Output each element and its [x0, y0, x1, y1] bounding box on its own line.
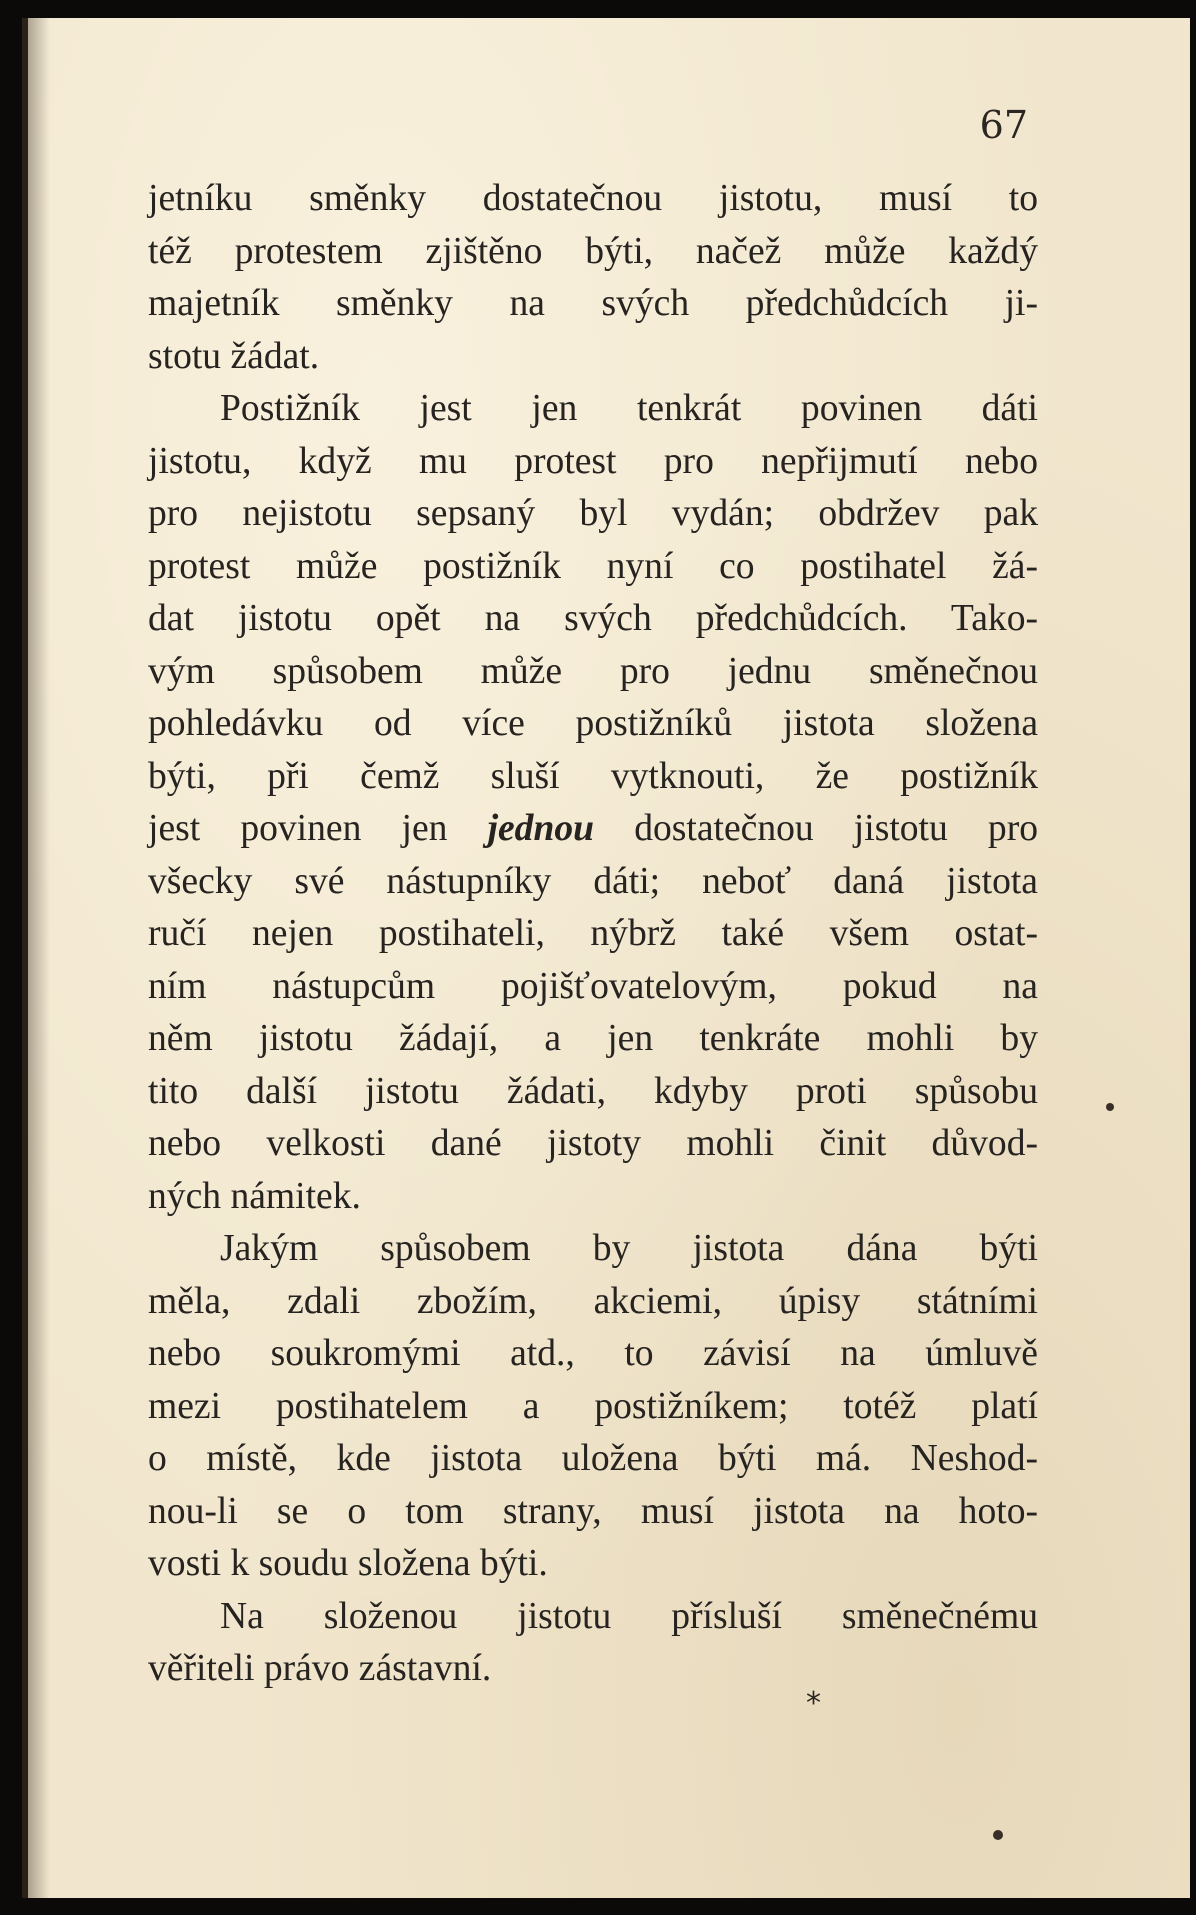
- text-line: Na složenou jistotu přísluší směnečnému: [220, 1595, 1038, 1637]
- paragraph-2: [148, 383, 1038, 1223]
- paragraph-1: [148, 173, 1038, 383]
- text-line: pro nejistotu sepsaný byl vydán; obdržev pak: [148, 493, 1038, 534]
- text-line: též protestem zjištěno býti, načež může každý: [148, 230, 1038, 272]
- text-fragment: dostatečnou jistotu pro: [594, 808, 1038, 849]
- text-line: dat jistotu opět na svých předchůdcích. Tako-: [148, 598, 1038, 639]
- text-line: nebo soukromými atd., to závisí na úmluvě: [148, 1333, 1038, 1374]
- text-line: o místě, kde jistota uložena býti má. Neshod-: [148, 1438, 1038, 1479]
- ink-speck: [1106, 1103, 1114, 1111]
- book-page: [22, 18, 1190, 1898]
- ink-speck: [993, 1830, 1003, 1840]
- text-line: tito další jistotu žádati, kdyby proti spůsobu: [148, 1070, 1038, 1112]
- body-text: [148, 173, 1038, 1696]
- paragraph-3: [148, 1223, 1038, 1591]
- text-line: nou-li se o tom strany, musí jistota na hoto-: [148, 1490, 1038, 1532]
- text-line: věřiteli právo zástavní.: [148, 1648, 492, 1689]
- text-line: ním nástupcům pojišťovatelovým, pokud na: [148, 965, 1038, 1007]
- text-line: Postižník jest jen tenkrát povinen dáti: [220, 388, 1038, 429]
- text-line: jetníku směnky dostatečnou jistotu, musí to: [148, 178, 1038, 219]
- text-line: vosti k soudu složena býti.: [148, 1543, 548, 1584]
- text-line: ných námitek.: [148, 1175, 361, 1217]
- paragraph-4: [148, 1591, 1038, 1696]
- text-line-with-emphasis: [148, 803, 1038, 856]
- text-line: nebo velkosti dané jistoty mohli činit důvod-: [148, 1123, 1038, 1164]
- text-line: vým spůsobem může pro jednu směnečnou: [148, 650, 1038, 692]
- text-line: něm jistotu žádají, a jen tenkráte mohli by: [148, 1018, 1038, 1059]
- gutter-shadow: [28, 18, 50, 1898]
- text-line: Jakým spůsobem by jistota dána býti: [220, 1228, 1038, 1269]
- text-line: mezi postihatelem a postižníkem; totéž platí: [148, 1385, 1038, 1427]
- text-line: pohledávku od více postižníků jistota složena: [148, 703, 1038, 744]
- text-fragment: jest povinen jen: [148, 808, 488, 849]
- emphasized-word: jednou: [487, 808, 595, 849]
- text-line: býti, při čemž sluší vytknouti, že postižník: [148, 755, 1038, 797]
- text-line: ručí nejen postihateli, nýbrž také všem ostat-: [148, 913, 1038, 954]
- text-line: stotu žádat.: [148, 335, 320, 377]
- text-line: majetník směnky na svých předchůdcích ji-: [148, 283, 1038, 324]
- text-line: všecky své nástupníky dáti; neboť daná jistota: [148, 860, 1038, 902]
- page-number: 67: [979, 103, 1028, 147]
- text-line: měla, zdali zbožím, akciemi, úpisy státními: [148, 1280, 1038, 1322]
- text-line: jistotu, když mu protest pro nepřijmutí nebo: [148, 440, 1038, 482]
- footer-asterisk: *: [806, 1686, 821, 1721]
- text-line: protest může postižník nyní co postihatel žá-: [148, 545, 1038, 587]
